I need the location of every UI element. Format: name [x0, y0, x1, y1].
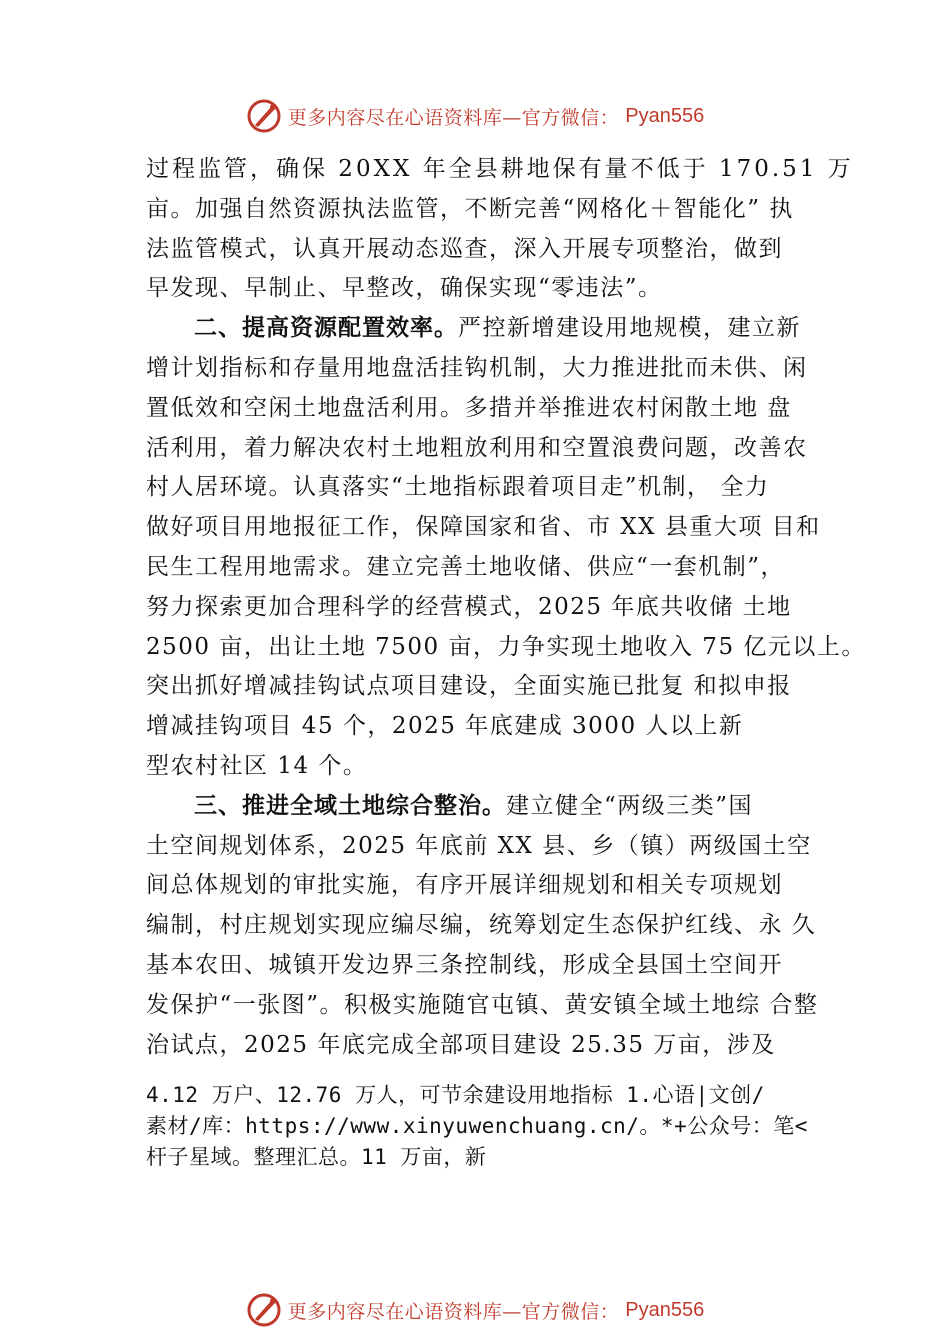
paragraph-line: 治试点，2025 年底完成全部项目建设 25.35 万亩，涉及: [146, 1031, 776, 1058]
paragraph-line: 过程监管，确保 20XX 年全县耕地保有量不低于 170.51 万: [146, 156, 854, 182]
header-banner-text: 更多内容尽在心语资料库—官方微信：: [287, 106, 620, 129]
section-three-first-line: [146, 787, 846, 827]
paragraph-line: 做好项目用地报征工作，保障国家和省、市 XX 县重大项 目和: [146, 514, 821, 541]
paragraph-line: 活利用，着力解决农村土地粗放利用和空置浪费问题，改善农: [146, 434, 808, 461]
paragraph-line: 法监管模式，认真开展动态巡查，深入开展专项整治，做到: [146, 235, 783, 262]
tail-line: 杆子星域。整理汇总。11 万亩，新: [146, 1145, 487, 1169]
paragraph-line: 编制，村庄规划实现应编尽编，统筹划定生态保护红线、永 久: [146, 912, 817, 939]
footer-banner: [0, 1290, 950, 1330]
document-tail: [146, 1080, 866, 1173]
paragraph-line: 亩。加强自然资源执法监管，不断完善“网格化＋智能化” 执: [146, 195, 794, 222]
paragraph-line: 增计划指标和存量用地盘活挂钩机制，大力推进批而未供、闲: [146, 354, 808, 381]
section-two-first-line: [146, 309, 846, 349]
brush-logo-icon: [246, 1292, 282, 1328]
paragraph-line: 间总体规划的审批实施，有序开展详细规划和相关专项规划: [146, 872, 783, 899]
footer-banner-handle: Pyan556: [625, 1298, 705, 1321]
paragraph-line: 早发现、早制止、早整改，确保实现“零违法”。: [146, 275, 663, 302]
footer-banner-text: 更多内容尽在心语资料库—官方微信：: [287, 1300, 620, 1323]
section-two-heading: 二、提高资源配置效率。: [194, 315, 458, 342]
paragraph-line: 增减挂钩项目 45 个，2025 年底建成 3000 人以上新: [146, 713, 744, 740]
paragraph-line: 2500 亩，出让土地 7500 亩，力争实现土地收入 75 亿元以上。: [146, 633, 866, 660]
brush-logo-icon: [246, 98, 282, 134]
paragraph-line: 村人居环境。认真落实“土地指标跟着项目走”机制， 全力: [146, 474, 770, 501]
paragraph-line: 突出抓好增减挂钩试点项目建设，全面实施已批复 和拟申报: [146, 673, 792, 700]
paragraph-line: 努力探索更加合理科学的经营模式，2025 年底共收储 土地: [146, 593, 792, 620]
paragraph-line: 民生工程用地需求。建立完善土地收储、供应“一套机制”，: [146, 553, 786, 580]
tail-line: 4.12 万户、12.76 万人，可节余建设用地指标 1.心语|文创/: [146, 1083, 765, 1107]
section-two-first-line-text: 严控新增建设用地规模，建立新: [458, 315, 801, 342]
paragraph-line: 发保护“一张图”。积极实施随官屯镇、黄安镇全域土地综 合整: [146, 991, 819, 1018]
paragraph-line: 基本农田、城镇开发边界三条控制线，形成全县国土空间开: [146, 951, 783, 978]
tail-line: 素材/库：https://www.xinyuwenchuang.cn/。*+公众号：笔<: [146, 1114, 808, 1138]
document-body: [146, 150, 866, 1065]
paragraph-line: 土空间规划体系，2025 年底前 XX 县、乡（镇）两级国土空: [146, 832, 812, 859]
header-banner: [0, 96, 950, 136]
section-three-first-line-text: 建立健全“两级三类”国: [506, 792, 754, 819]
paragraph-line: 型农村社区 14 个。: [146, 752, 368, 779]
paragraph-line: 置低效和空闲土地盘活利用。多措并举推进农村闲散土地 盘: [146, 394, 792, 421]
section-three-heading: 三、推进全域土地综合整治。: [194, 792, 506, 819]
header-banner-handle: Pyan556: [625, 104, 705, 127]
